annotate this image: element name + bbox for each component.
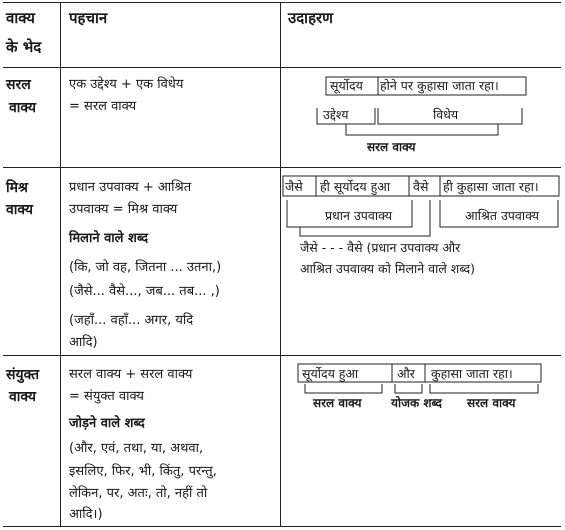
row1-bracket-total <box>346 124 498 135</box>
row3-box-seg1 <box>298 364 392 382</box>
row2-box-seg2 <box>316 176 409 196</box>
row1-box-part2 <box>378 77 526 95</box>
header-type-line2: के भेद <box>6 38 42 56</box>
row3-example-seg3: कुहासा जाता रहा। <box>431 366 513 381</box>
row3-bracket-3 <box>430 384 538 393</box>
row2-words-line4: आदि) <box>69 335 98 350</box>
row1-label-total: सरल वाक्य <box>367 140 416 154</box>
row3-words-line2: इसलिए, फिर, भी, किंतु, परन्तु, <box>69 464 217 479</box>
row2-words-heading: मिलाने वाले शब्द <box>69 231 149 246</box>
row2-example-seg2: ही सूर्योदय हुआ <box>320 179 391 194</box>
row2-note-line1: जैसे - - - वैसे (प्रधान उपवाक्य और <box>300 240 461 255</box>
row1-ident-line2: = सरल वाक्य <box>69 99 137 114</box>
row2-box-seg4 <box>440 176 559 196</box>
header-identification: पहचान <box>69 9 108 27</box>
row2-bracket-joiners <box>300 200 430 236</box>
row1-ident-line1: एक उद्देश्य + एक विधेय <box>69 77 184 92</box>
row2-words-line1: (कि, जो वह, जितना ... उतना,) <box>69 260 222 275</box>
row2-note-line2: आश्रित उपवाक्य को मिलाने वाले शब्द) <box>300 261 475 276</box>
row3-ident-line2: = संयुक्त वाक्य <box>69 389 144 404</box>
row3-label-1: सरल वाक्य <box>313 396 362 410</box>
row1-bracket-subject <box>317 108 375 124</box>
row2-example-seg4: ही कुहासा जाता रहा। <box>443 179 539 194</box>
row2-label-dependent: आश्रित उपवाक्य <box>465 208 540 223</box>
row3-words-line1: (और, एवं, तथा, या, अथवा, <box>69 441 204 456</box>
row3-example-seg1: सूर्योदय हुआ <box>302 366 359 381</box>
row2-example-seg1: जैसे <box>285 179 303 194</box>
row3-label-2: योजक शब्द <box>391 396 442 410</box>
row3-example-seg2: और <box>397 366 415 381</box>
row3-box-seg2 <box>392 364 425 382</box>
row1-example-part1: सूर्योदय <box>330 78 363 93</box>
row3-bracket-2 <box>395 384 422 393</box>
row2-words-line2: (जैसे... वैसे..., जब... तब... ,) <box>69 284 220 299</box>
row2-words-line3: (जहाँ... वहाँ... अगर, यदि <box>69 313 194 328</box>
row3-label-3: सरल वाक्य <box>467 396 516 410</box>
row3-type-line2: वाक्य <box>9 389 37 405</box>
row3-type-line1: संयुक्त <box>6 367 40 383</box>
row3-bracket-1 <box>305 384 382 393</box>
row2-ident-line2: उपवाक्य = मिश्र वाक्य <box>69 202 178 217</box>
row1-type-line1: सरल <box>6 77 31 93</box>
row3-box-seg3 <box>425 364 541 382</box>
row1-label-predicate: विधेय <box>433 107 459 122</box>
row2-ident-line1: प्रधान उपवाक्य + आश्रित <box>69 180 192 195</box>
row3-words-heading: जोड़ने वाले शब्द <box>69 416 145 431</box>
row1-example-part2: होने पर कुहासा जाता रहा। <box>380 78 499 93</box>
row2-box-seg1 <box>283 176 316 196</box>
row2-box-seg3 <box>409 176 440 196</box>
row1-bracket-predicate <box>378 108 522 124</box>
row2-bracket-dependent <box>440 200 558 227</box>
row3-words-line4: आदि।) <box>69 507 103 522</box>
row3-words-line3: लेकिन, पर, अतः, तो, नहीं तो <box>69 486 208 501</box>
row2-example-seg3: वैसे <box>413 179 429 194</box>
header-type-line1: वाक्य <box>6 9 35 27</box>
row1-type-line2: वाक्य <box>9 100 37 116</box>
row2-label-main: प्रधान उपवाक्य <box>325 208 393 223</box>
row2-type-line2: वाक्य <box>6 202 34 218</box>
row2-bracket-main <box>287 200 412 227</box>
row1-box-part1 <box>326 77 378 95</box>
row3-ident-line1: सरल वाक्य + सरल वाक्य <box>69 367 193 382</box>
row2-type-line1: मिश्र <box>6 180 28 196</box>
header-example: उदाहरण <box>288 9 334 27</box>
row1-label-subject: उद्देश्य <box>323 107 349 122</box>
